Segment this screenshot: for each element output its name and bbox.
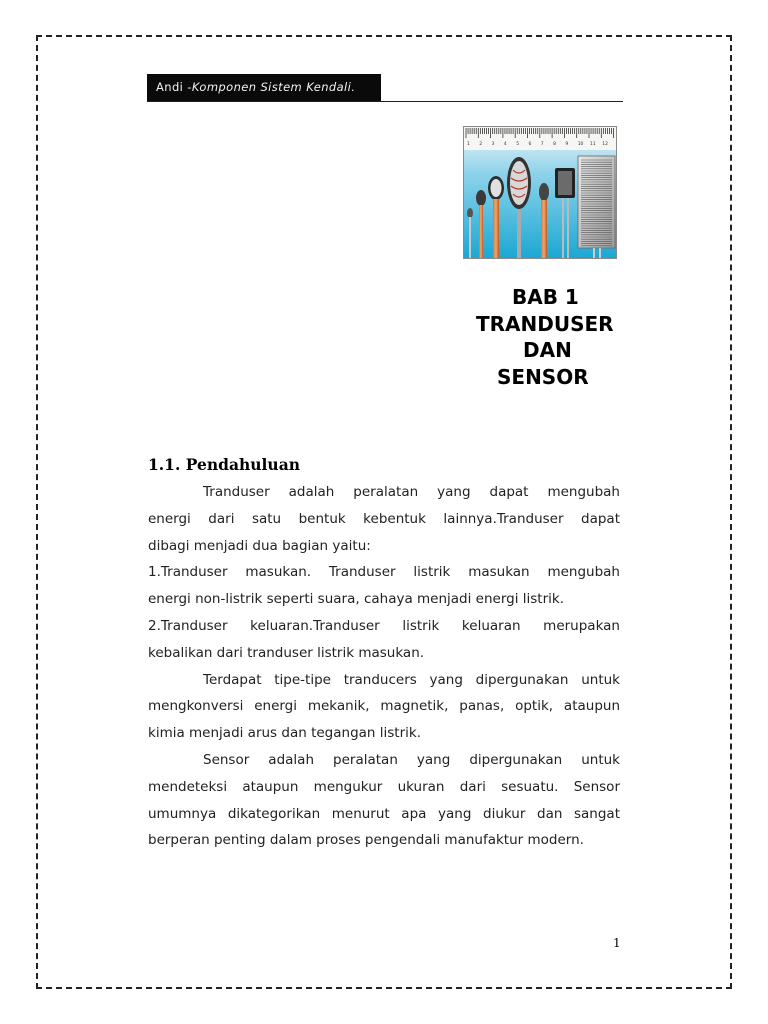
body-line: Tranduser adalah peralatan yang dapat mengubah [203,484,620,500]
chapter-title-line-3: SENSOR [497,364,589,389]
body-line: energi non-listrik seperti suara, cahaya menjadi energi listrik. [148,591,564,608]
chapter-number: BAB 1 [512,285,579,309]
body-line: berperan penting dalam proses pengendali manufaktur modern. [148,832,584,849]
sensor-photo [463,126,617,259]
body-line: 1.Tranduser masukan. Tranduser listrik masukan mengubah [148,564,620,581]
ruler-number: 2 [479,142,483,147]
header-author: Andi - [156,80,192,94]
chapter-title-line-2: DAN [523,338,572,362]
ruler-number: 10 [577,142,584,147]
ruler-number: 11 [590,142,596,147]
page-number: 1 [613,936,621,950]
body-text [148,479,620,854]
body-line: mendeteksi ataupun mengukur ukuran dari sesuatu. Sensor [148,778,620,795]
section-heading: 1.1. Pendahuluan [148,455,301,474]
ruler-number: 1 [467,142,470,147]
body-line: kimia menjadi arus dan tegangan listrik. [148,725,421,742]
ruler-number: 8 [553,142,556,147]
ruler-number: 7 [540,142,544,147]
ruler-number: 4 [503,142,507,147]
body-line: umumnya dikategorikan menurut apa yang diukur dan sangat [148,805,620,822]
header-title: Komponen Sistem Kendali. [191,80,356,94]
ruler-number: 3 [491,142,495,147]
header-rule [147,101,623,102]
chapter-title-line-1: TRANDUSER [476,311,614,336]
body-line: kebalikan dari tranduser listrik masukan. [148,644,425,661]
body-line: Terdapat tipe-tipe tranducers yang dipergunakan untuk [203,671,620,688]
ruler-number: 12 [602,142,609,147]
ruler-number: 5 [516,142,520,147]
chapter-title [450,284,635,390]
body-line: energi dari satu bentuk kebentuk lainnya.Tranduser dapat [148,510,620,527]
ruler-number: 6 [528,142,532,147]
ruler-number: 9 [565,142,569,147]
running-header [147,74,381,101]
body-line: 2.Tranduser keluaran.Tranduser listrik keluaran merupakan [148,617,620,634]
body-line: Sensor adalah peralatan yang dipergunakan untuk [203,751,620,768]
body-line: dibagi menjadi dua bagian yaitu: [148,537,371,554]
body-line: mengkonversi energi mekanik, magnetik, panas, optik, ataupun [148,698,620,715]
